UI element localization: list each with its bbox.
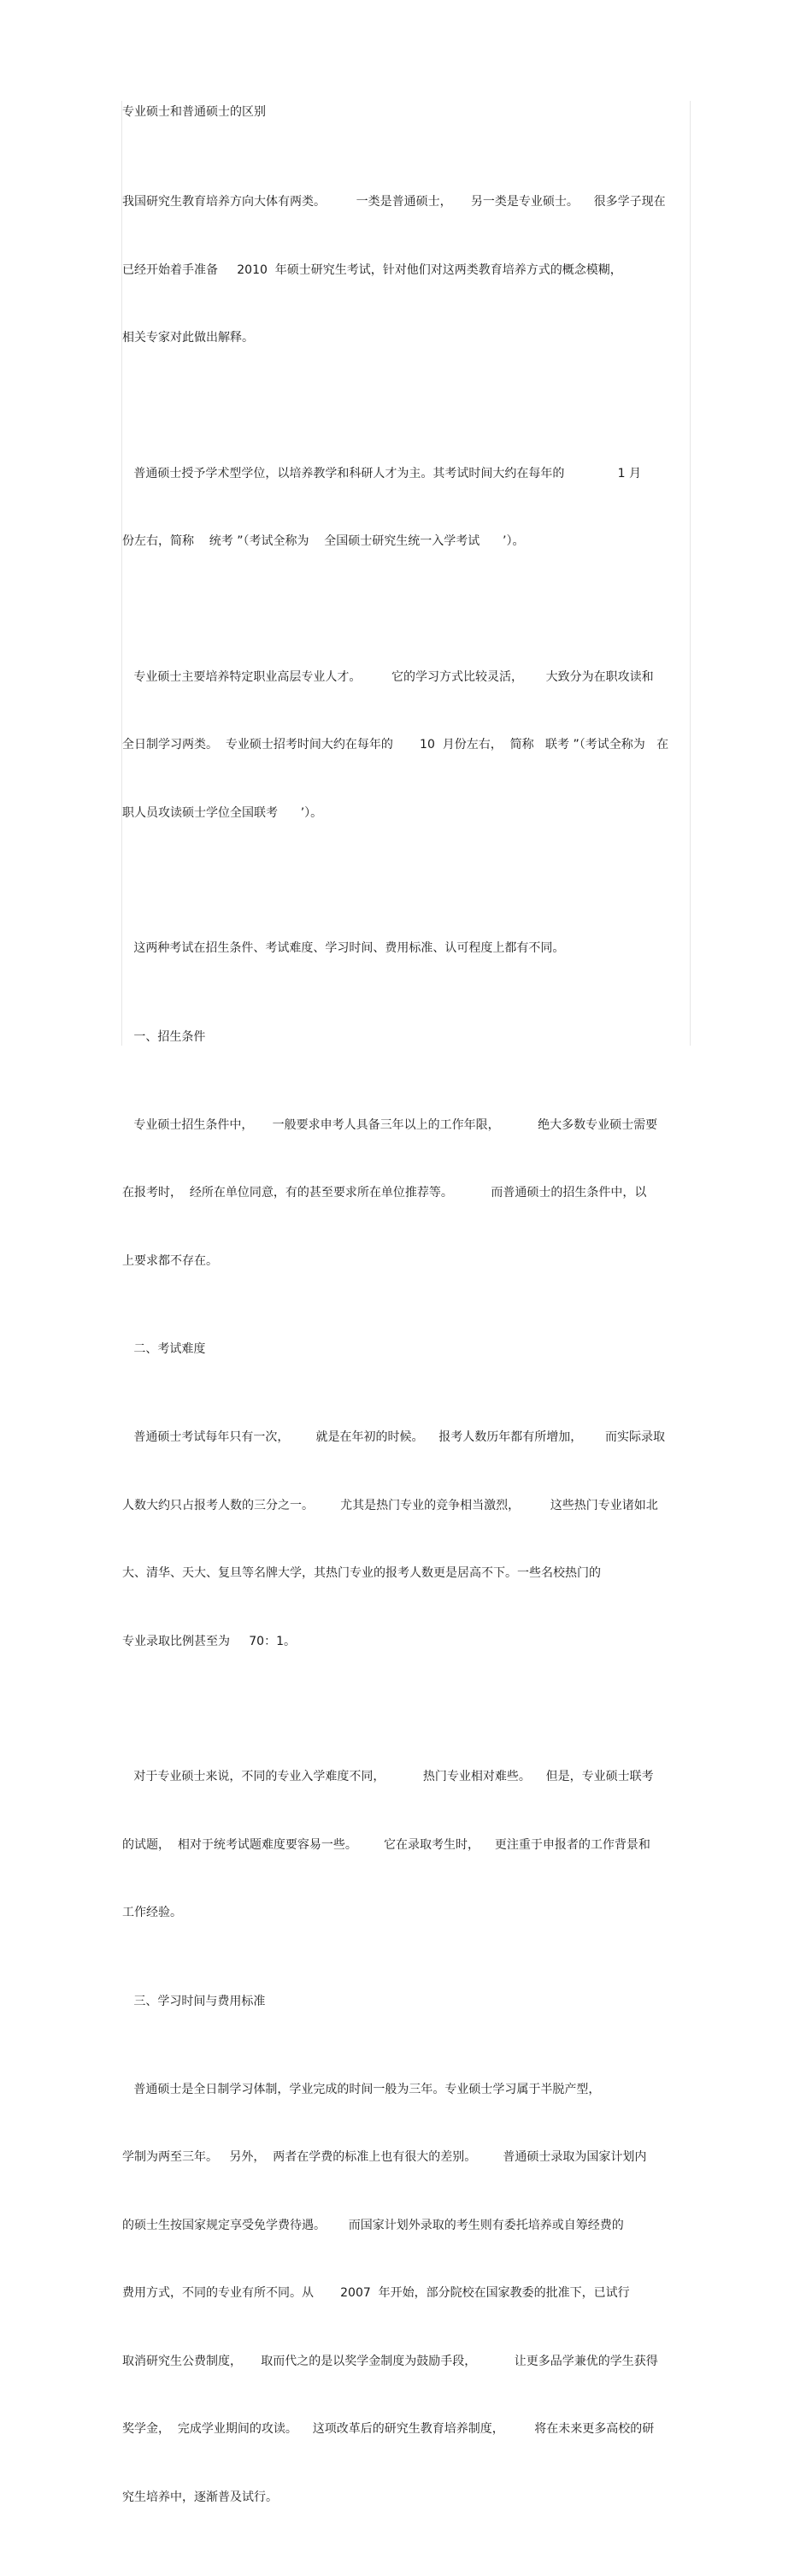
paragraph-time-fees	[122, 2033, 690, 2555]
page-border-right	[690, 101, 691, 1046]
text-line: 上要求都不存在。	[122, 1253, 218, 1268]
section-heading-time-fees: 三、学习时间与费用标准	[122, 1994, 266, 2008]
section-heading-admission: 一、招生条件	[122, 1029, 206, 1044]
paragraph-differences	[122, 892, 690, 1005]
document-title: 专业硕士和普通硕士的区别	[122, 105, 266, 119]
text-line: 专业硕士招生条件中， 一般要求申考人具备三年以上的工作年限， 绝大多数专业硕士需要	[122, 1117, 658, 1132]
text-line: 份左右，简称 统考 ”（考试全称为 全国硕士研究生统一入学考试 ’）。	[122, 534, 525, 548]
text-line: 究生培养中，逐渐普及试行。	[122, 2490, 278, 2504]
text-line: 专业硕士主要培养特定职业高层专业人才。 它的学习方式比较灵活， 大致分为在职攻读和	[122, 669, 654, 684]
text-line: 工作经验。	[122, 1906, 182, 1919]
text-line: 全日制学习两类。 专业硕士招考时间大约在每年的 10 月份左右， 简称 联考 ”（考试全称为 在	[122, 738, 669, 752]
text-line: 的试题， 相对于统考试题难度要容易一些。 它在录取考生时， 更注重于申报者的工作背景和	[122, 1837, 650, 1852]
text-line: 我国研究生教育培养方向大体有两类。 一类是普通硕士， 另一类是专业硕士。 很多学子现在	[122, 195, 666, 209]
paragraph-difficulty-professional	[122, 1720, 690, 1970]
text-line: 人数大约只占报考人数的三分之一。 尤其是热门专业的竞争相当激烈， 这些热门专业诸如北	[122, 1498, 658, 1512]
text-line: 在报考时， 经所在单位同意，有的甚至要求所在单位推荐等。 而普通硕士的招生条件中，以	[122, 1186, 647, 1200]
section-heading-difficulty: 二、考试难度	[122, 1342, 206, 1356]
text-line: 相关专家对此做出解释。	[122, 331, 254, 345]
text-line: 对于专业硕士来说，不同的专业入学难度不同， 热门专业相对难些。 但是，专业硕士联考	[122, 1770, 654, 1783]
text-line: 奖学金， 完成学业期间的攻读。 这项改革后的研究生教育培养制度， 将在未来更多高校的研	[122, 2422, 655, 2436]
text-line: 大、清华、天大、复旦等名牌大学，其热门专业的报考人数更是居高不下。一些名校热门的	[122, 1566, 601, 1580]
text-line: 已经开始着手准备 2010 年硕士研究生考试，针对他们对这两类教育培养方式的概念模糊，	[122, 262, 622, 277]
paragraph-professional-master	[122, 621, 690, 870]
text-line: 专业录取比例甚至为 70：1。	[122, 1634, 296, 1648]
paragraph-intro	[122, 145, 690, 395]
text-line: 取消研究生公费制度， 取而代之的是以奖学金制度为鼓励手段， 让更多品学兼优的学生获得	[122, 2354, 658, 2368]
text-line: 普通硕士考试每年只有一次， 就是在年初的时候。 报考人数历年都有所增加， 而实际录取	[122, 1430, 666, 1444]
document-body	[122, 103, 690, 2576]
text-line: 普通硕士是全日制学习体制，学业完成的时间一般为三年。专业硕士学习属于半脱产型，	[122, 2082, 601, 2096]
text-line: 职人员攻读硕士学位全国联考 ’）。	[122, 805, 323, 820]
text-line: 费用方式，不同的专业有所不同。从 2007 年开始，部分院校在国家教委的批准下，已试行	[122, 2286, 630, 2300]
text-line: 普通硕士授予学术型学位，以培养教学和科研人才为主。其考试时间大约在每年的 1 月	[122, 466, 642, 480]
text-line: 这两种考试在招生条件、考试难度、学习时间、费用标准、认可程度上都有不同。	[122, 941, 565, 955]
paragraph-academic-master	[122, 417, 690, 598]
text-line: 的硕士生按国家规定享受免学费待遇。 而国家计划外录取的考生则有委托培养或自筹经费的	[122, 2218, 624, 2232]
paragraph-admission	[122, 1069, 690, 1318]
paragraph-difficulty-academic	[122, 1381, 690, 1698]
text-line: 学制为两至三年。 另外， 两者在学费的标准上也有很大的差别。 普通硕士录取为国家计划内	[122, 2150, 647, 2164]
